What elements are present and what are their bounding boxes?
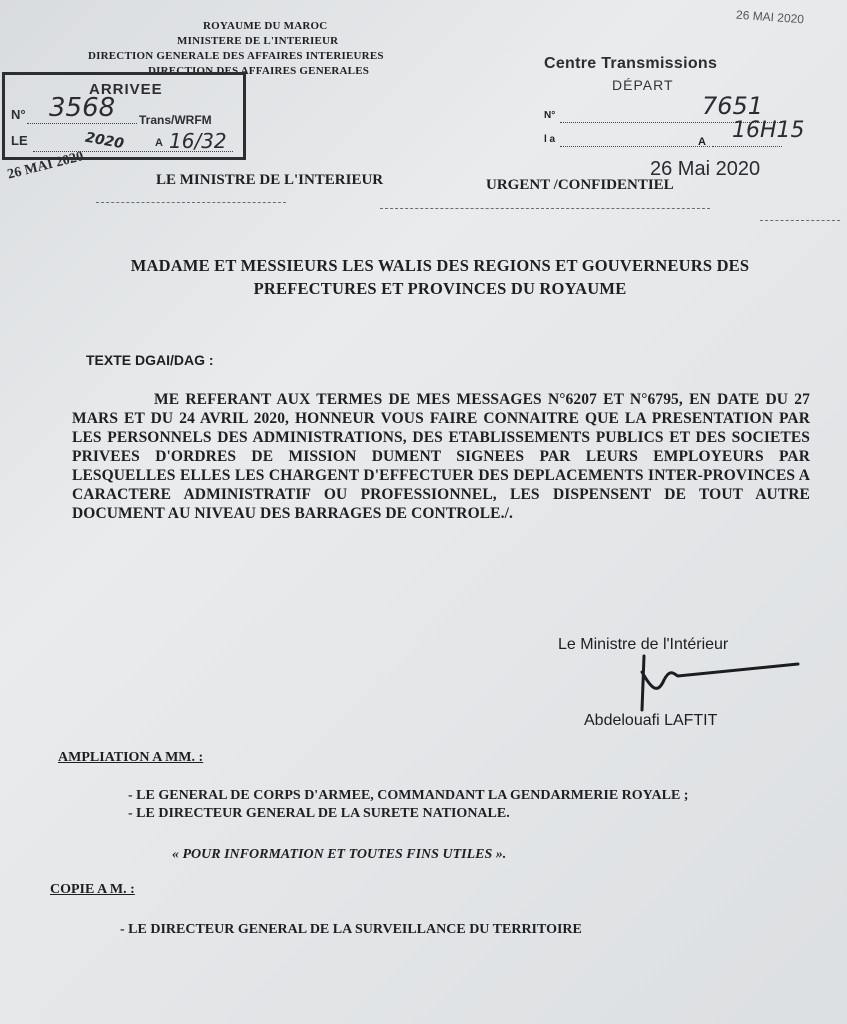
divider-left	[96, 202, 286, 203]
transmission-no-label: N°	[544, 110, 556, 121]
transmission-a-label: A	[698, 136, 706, 148]
signature-name: Abdelouafi LAFTIT	[584, 712, 718, 729]
header-ministry: MINISTERE DE L'INTERIEUR	[177, 35, 339, 47]
ampliation-note: « POUR INFORMATION ET TOUTES FINS UTILES ».	[172, 847, 507, 862]
texte-label: TEXTE DGAI/DAG :	[86, 352, 214, 368]
transmission-departure: DÉPART	[612, 77, 674, 93]
ampliation-label: AMPLIATION A MM. :	[58, 750, 204, 765]
arrival-number: 3568	[49, 93, 116, 123]
ampliation-item-2: - LE DIRECTEUR GENERAL DE LA SURETE NATIONALE.	[128, 806, 510, 821]
arrival-date: 2020	[83, 129, 126, 153]
message-body: ME REFERANT AUX TERMES DE MES MESSAGES N°6207 ET N°6795, EN DATE DU 27 MARS ET DU 24 AVRIL 2020, HONNEUR VOUS FAIRE CONNAITRE QUE LA PRESENTATION PAR LES PERSONNELS DES ADMINISTRATIONS, DES ETABLISSEMENTS PUBLICS ET DES SOCIETES PRIVEES D'ORDRES DE MISSION DUMENT SIGNEES PAR LEURS EMPLOYEURS PAR LESQUELLES ELLES LES CHARGENT D'EFFECTUER DES DEPLACEMENTS INTER-PROVINCES A CARACTERE ADMINISTRATIF OU PROFESSIONNEL, LES DISPENSENT DE TOUT AUTRE DOCUMENT AU NIVEAU DES BARRAGES DE CONTROLE./.	[72, 391, 810, 522]
header-direction-affairs: DIRECTION DES AFFAIRES GENERALES	[148, 65, 370, 77]
copie-label: COPIE A M. :	[50, 882, 135, 897]
transmission-date: 26 Mai 2020	[650, 158, 761, 180]
addressee	[60, 254, 820, 300]
transmission-number: 7651	[702, 92, 764, 120]
arrival-stamp-title: ARRIVEE	[89, 81, 163, 98]
divider-far-right	[760, 220, 840, 221]
header-direction-general: DIRECTION GENERALE DES AFFAIRES INTERIEURES	[88, 50, 384, 62]
divider-right	[380, 208, 710, 209]
transmission-time: 16H15	[732, 118, 805, 143]
arrival-no-label: N°	[11, 107, 26, 122]
arrival-time: 16/32	[169, 129, 227, 153]
ampliation-item-1: - LE GENERAL DE CORPS D'ARMEE, COMMANDANT LA GENDARMERIE ROYALE ;	[128, 788, 689, 803]
copie-item-1: - LE DIRECTEUR GENERAL DE LA SURVEILLANCE DU TERRITOIRE	[120, 922, 582, 937]
addressee-line-1: MADAME ET MESSIEURS LES WALIS DES REGIONS ET GOUVERNEURS DES	[130, 256, 750, 275]
signature-title: Le Ministre de l'Intérieur	[558, 636, 729, 653]
arrival-stamp	[2, 72, 246, 160]
sender: LE MINISTRE DE L'INTERIEUR	[156, 172, 384, 188]
arrival-le-label: LE	[11, 133, 28, 148]
header-kingdom: ROYAUME DU MAROC	[203, 20, 328, 32]
classification: URGENT /CONFIDENTIEL	[486, 177, 674, 193]
received-date-stamp: 26 MAI 2020	[735, 7, 805, 27]
transmission-center-title: Centre Transmissions	[544, 55, 718, 72]
addressee-line-2: PREFECTURES ET PROVINCES DU ROYAUME	[253, 279, 627, 298]
arrival-a-label: A	[155, 137, 163, 149]
transmission-la-label: l a	[544, 134, 556, 145]
arrival-trans: Trans/WRFM	[139, 113, 212, 127]
arrival-date-stamp: 26 MAI 2020	[6, 149, 86, 183]
